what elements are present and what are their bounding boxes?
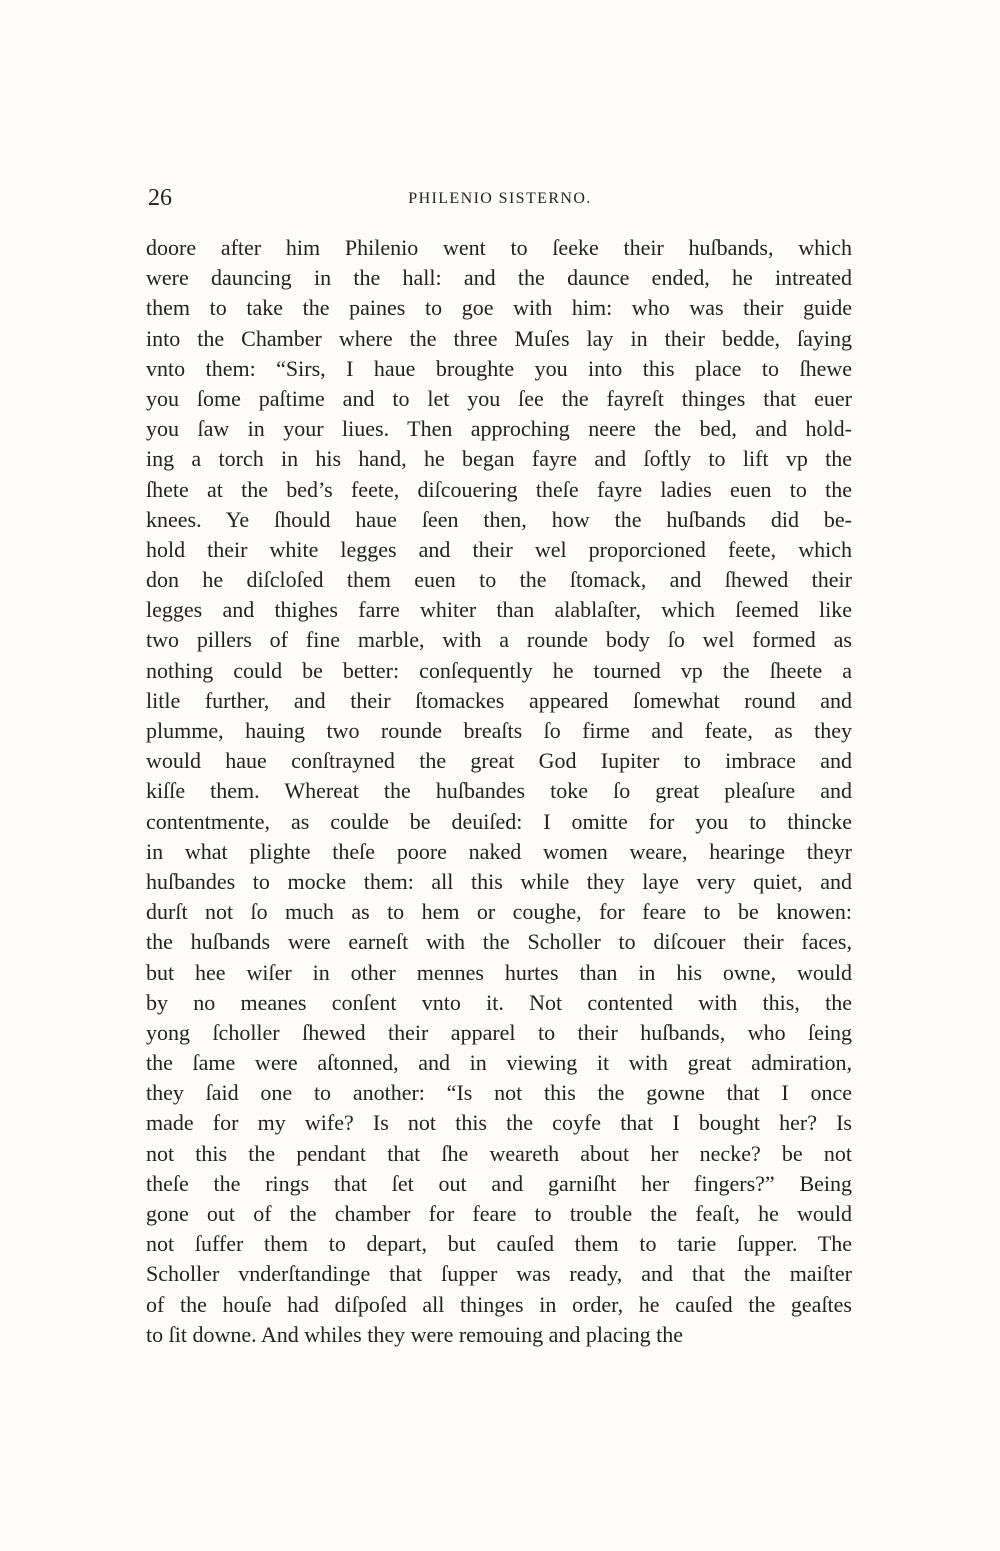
text-line: into the Chamber where the three Muſes lay in their bedde, ſaying (146, 325, 852, 351)
text-line: plumme, hauing two rounde breaſts ſo firme and feate, as they (146, 718, 852, 743)
text-line: would haue conſtrayned the great God Iupiter to imbrace and (146, 748, 852, 774)
text-line: you ſaw in your liues. Then approching neere the bed, and hold- (146, 416, 852, 442)
text-line: were dauncing in the hall: and the daunce ended, he intreated (146, 265, 852, 291)
text-line: contentmente, as coulde be deuiſed: I omitte for you to thincke (146, 808, 852, 834)
text-line: but hee wiſer in other mennes hurtes than in his owne, would (146, 959, 852, 985)
text-line: ſhete at the bed’s feete, diſcouering theſe fayre ladies euen to the (146, 476, 852, 502)
running-head (0, 191, 1000, 207)
text-line: you ſome paſtime and to let you ſee the fayreſt thinges that euer (146, 385, 852, 411)
text-line: yong ſcholler ſhewed their apparel to their huſbands, who ſeing (146, 1019, 852, 1045)
text-line: Scholler vnderſtandinge that ſupper was ready, and that the maiſter (146, 1261, 852, 1287)
text-line: legges and thighes farre whiter than alablaſter, which ſeemed like (146, 597, 852, 623)
text-line: ing a torch in his hand, he began fayre and ſoftly to lift vp the (146, 446, 852, 472)
text-line: don he diſcloſed them euen to the ſtomack, and ſhewed their (146, 567, 852, 593)
body-text (146, 233, 852, 1350)
text-line: not ſuffer them to depart, but cauſed them to tarie ſupper. The (146, 1231, 852, 1257)
text-line: gone out of the chamber for feare to trouble the feaſt, he would (146, 1201, 852, 1226)
text-line: they ſaid one to another: “Is not this the gowne that I once (146, 1080, 852, 1106)
text-line: of the houſe had diſpoſed all thinges in order, he cauſed the geaſtes (146, 1291, 852, 1317)
text-line: two pillers of fine marble, with a rounde body ſo wel formed as (146, 627, 852, 653)
text-line: in what plighte theſe poore naked women weare, hearinge theyr (146, 838, 852, 864)
text-line: theſe the rings that ſet out and garniſht her fingers?” Being (146, 1170, 852, 1196)
text-line: knees. Ye ſhould haue ſeen then, how the huſbands did be- (146, 506, 852, 532)
text-line: kiſſe them. Whereat the huſbandes toke ſo great pleaſure and (146, 778, 852, 804)
text-line: doore after him Philenio went to ſeeke their huſbands, which (146, 235, 852, 260)
text-line: by no meanes conſent vnto it. Not contented with this, the (146, 989, 852, 1015)
text-line: durſt not ſo much as to hem or coughe, for feare to be knowen: (146, 899, 852, 925)
page-number: 26 (148, 185, 172, 211)
text-line: huſbandes to mocke them: all this while they laye very quiet, and (146, 868, 852, 894)
text-line: made for my wife? Is not this the coyfe that I bought her? Is (146, 1110, 852, 1136)
text-line: the ſame were aſtonned, and in viewing it with great admiration, (146, 1050, 852, 1076)
text-line: the huſbands were earneſt with the Scholler to diſcouer their faces, (146, 929, 852, 955)
text-line: to ſit downe. And whiles they were remouing and placing the (146, 1321, 684, 1347)
text-line: nothing could be better: conſequently he tourned vp the ſheete a (146, 657, 852, 683)
text-line: them to take the paines to goe with him: who was their guide (146, 295, 852, 321)
running-head-title: PHILENIO SISTERNO. (408, 190, 592, 207)
text-line: not this the pendant that ſhe weareth about her necke? be not (146, 1140, 852, 1166)
text-line: vnto them: “Sirs, I haue broughte you into this place to ſhewe (146, 355, 852, 381)
text-line: litle further, and their ſtomackes appeared ſomewhat round and (146, 687, 852, 713)
text-line: hold their white legges and their wel proporcioned feete, which (146, 536, 852, 562)
